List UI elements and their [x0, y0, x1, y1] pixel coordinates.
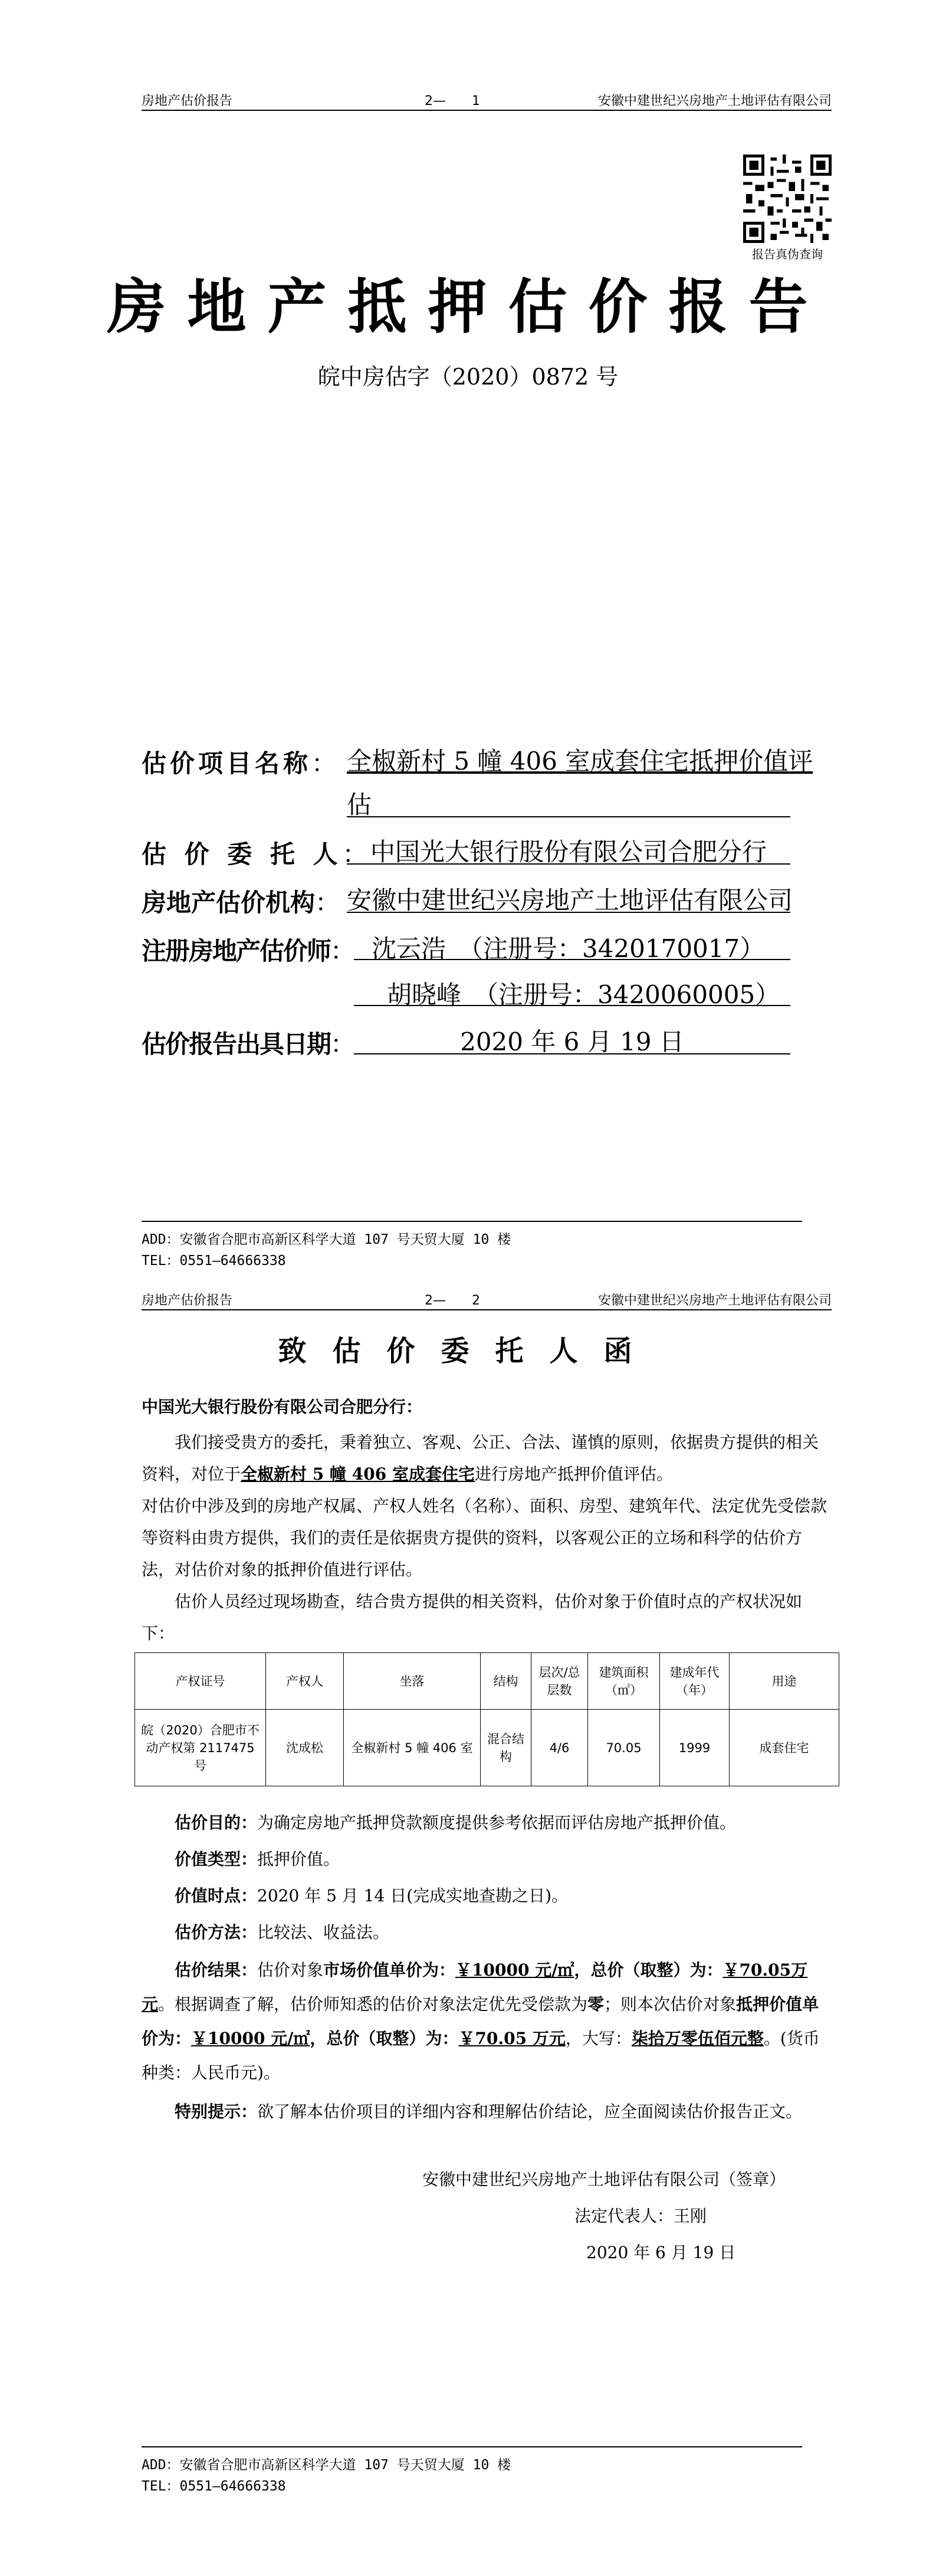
field-label: 注册房地产估价师 — [142, 937, 331, 965]
market-total-price: ￥70.05 — [722, 1960, 792, 1980]
table-header-row — [135, 1653, 839, 1710]
field-label: 估价项目名称 — [142, 749, 312, 778]
col-header: 建筑面积（㎡） — [588, 1653, 660, 1710]
page-footer — [142, 1221, 802, 1271]
market-unit-price: ￥10000 元/㎡ — [455, 1960, 574, 1980]
page-footer — [142, 2446, 802, 2497]
value-type-line — [175, 1844, 832, 1875]
field-project-name: 估价项目名称： — [142, 744, 336, 780]
qr-caption: 报告真伪查询 — [752, 247, 823, 261]
priority-amount: 零 — [587, 1995, 605, 2014]
result-text: ；则本次估价对象 — [604, 1995, 737, 2014]
header-company: 安徽中建世纪兴房地产土地评估有限公司 — [597, 94, 832, 109]
method-text: 比较法、收益法。 — [257, 1923, 390, 1942]
result-paragraph — [142, 1953, 832, 2090]
value-type-label: 价值类型： — [175, 1849, 258, 1869]
notice-label: 特别提示： — [175, 2102, 258, 2121]
result-bold: 市场价值单价为： — [323, 1960, 456, 1980]
col-header: 产权证号 — [135, 1653, 266, 1710]
page-title: 房地产抵押估价报告 — [107, 272, 829, 341]
signature-legal-rep: 法定代表人：王刚 — [574, 2206, 707, 2226]
signature-company: 安徽中建世纪兴房地产土地评估有限公司（签章） — [422, 2170, 786, 2189]
header-page-number: 2— 2 — [425, 1293, 480, 1308]
result-text: 。根据调查了解，估价师知悉的估价对象法定优先受偿款为 — [158, 1995, 588, 2014]
property-rights-table — [134, 1652, 839, 1786]
value-type-text: 抵押价值。 — [257, 1849, 340, 1869]
header-left: 房地产估价报告 — [142, 94, 233, 109]
method-label: 估价方法： — [175, 1923, 258, 1942]
result-text: 。(货币种类：人民币元)。 — [142, 2029, 820, 2082]
header-left: 房地产估价报告 — [142, 1293, 233, 1308]
value-time-text: 2020 年 5 月 14 日(完成实地查勘之日)。 — [257, 1886, 569, 1905]
market-total-unit: 万元 — [142, 1960, 808, 2014]
page-header — [142, 1288, 832, 1310]
col-header: 产权人 — [266, 1653, 344, 1710]
page-header — [142, 88, 832, 111]
field-label: 房地产估价机构 — [142, 888, 316, 917]
col-header: 结构 — [481, 1653, 531, 1710]
col-header: 建成年代（年） — [660, 1653, 730, 1710]
table-cell: 1999 — [660, 1710, 730, 1786]
purpose-text: 为确定房地产抵押贷款额度提供参考依据而评估房地产抵押价值。 — [257, 1813, 737, 1832]
appraiser-1-value: 沈云浩 （注册号：3420170017） — [354, 929, 790, 960]
table-cell: 70.05 — [588, 1710, 660, 1786]
table-cell: 沈成松 — [266, 1710, 344, 1786]
col-header: 层次/总层数 — [531, 1653, 588, 1710]
issue-date-value: 2020 年 6 月 19 日 — [354, 1023, 790, 1054]
value-time-label: 价值时点： — [175, 1886, 258, 1905]
property-address-highlight: 全椒新村 5 幢 406 室成套住宅 — [241, 1464, 475, 1484]
project-name-line2: 估 — [347, 786, 790, 817]
header-page-number: 2— 1 — [425, 94, 480, 109]
addressee-text: 中国光大银行股份有限公司合肥分行： — [142, 1397, 423, 1417]
amount-in-words: 柒拾万零伍佰元整 — [631, 2029, 764, 2048]
footer-address: ADD：安徽省合肥市高新区科学大道 107 号天贸大厦 10 楼 — [142, 1232, 511, 1247]
signature-date: 2020 年 6 月 19 日 — [586, 2243, 736, 2262]
notice-text: 欲了解本估价项目的详细内容和理解估价结论，应全面阅读估价报告正文。 — [257, 2102, 803, 2121]
header-company: 安徽中建世纪兴房地产土地评估有限公司 — [597, 1293, 832, 1308]
field-label: 估价报告出具日期 — [142, 1030, 331, 1059]
result-text: 估价对象 — [257, 1960, 324, 1980]
table-cell: 成套住宅 — [730, 1710, 839, 1786]
special-notice — [142, 2096, 832, 2128]
footer-address: ADD：安徽省合肥市高新区科学大道 107 号天贸大厦 10 楼 — [142, 2457, 511, 2473]
mortgage-unit-price: ￥10000 元/㎡ — [191, 2029, 310, 2048]
qr-code-icon[interactable] — [743, 155, 832, 243]
agency-value: 安徽中建世纪兴房地产土地评估有限公司 — [347, 881, 790, 913]
field-agency: 房地产估价机构： — [142, 883, 340, 919]
table-cell: 全椒新村 5 幢 406 室 — [344, 1710, 481, 1786]
paragraph-intro — [142, 1427, 832, 1490]
result-bold: ，总价（取整）为： — [574, 1960, 723, 1980]
table-cell: 皖（2020）合肥市不动产权第 2117475 号 — [135, 1710, 266, 1786]
para1-end: 进行房地产抵押价值评估。 — [474, 1464, 673, 1484]
client-value: 中国光大银行股份有限公司合肥分行 — [347, 833, 790, 865]
table-cell: 混合结构 — [481, 1710, 531, 1786]
field-label: 估 价 委 托 人 — [142, 840, 343, 869]
result-text: ，大写： — [565, 2029, 632, 2048]
table-row — [135, 1710, 839, 1786]
field-client: 估 价 委 托 人： — [142, 835, 367, 870]
table-cell: 4/6 — [531, 1710, 588, 1786]
field-appraisers: 注册房地产估价师： — [142, 932, 355, 967]
report-number: 皖中房估字（2020）0872 号 — [317, 364, 619, 390]
project-name-line1: 全椒新村 5 幢 406 室成套住宅抵押价值评 — [347, 747, 813, 776]
letter-page — [0, 1288, 936, 2576]
result-bold: ，总价（取整）为： — [310, 2029, 459, 2048]
appraiser-2-value: 胡晓峰 （注册号：3420060005） — [354, 975, 790, 1006]
letter-title: 致估价委托人函 — [278, 1335, 658, 1368]
result-bold: 抵押价值单价为： — [142, 1995, 819, 2048]
result-label: 估价结果： — [175, 1960, 258, 1980]
purpose-line — [175, 1807, 832, 1839]
mortgage-total-price: ￥70.05 万元 — [458, 2029, 566, 2048]
method-line — [175, 1917, 832, 1949]
para1-text: 我们接受贵方的委托，秉着独立、客观、公正、合法、谨慎的原则，依据贵方提供的相关资料，对位于 — [142, 1432, 819, 1484]
footer-tel: TEL：0551—64666338 — [142, 1253, 286, 1269]
col-header: 用途 — [730, 1653, 839, 1710]
field-issue-date: 估价报告出具日期： — [142, 1025, 355, 1060]
paragraph-responsibility: 对估价中涉及到的房地产权属、产权人姓名（名称）、面积、房型、建筑年代、法定优先受偿款等资料由贵方提供，我们的责任是依据贵方提供的资料，以客观公正的立场和科学的估价方法，对估价对象的抵押价值进行评估。 — [142, 1496, 827, 1579]
footer-tel: TEL：0551—64666338 — [142, 2479, 286, 2494]
addressee — [142, 1391, 832, 1423]
purpose-label: 估价目的： — [175, 1813, 258, 1832]
paragraph-ownership-intro: 估价人员经过现场勘查，结合贵方提供的相关资料，估价对象于价值时点的产权状况如下： — [142, 1592, 803, 1643]
col-header: 坐落 — [344, 1653, 481, 1710]
value-time-line — [175, 1880, 832, 1912]
